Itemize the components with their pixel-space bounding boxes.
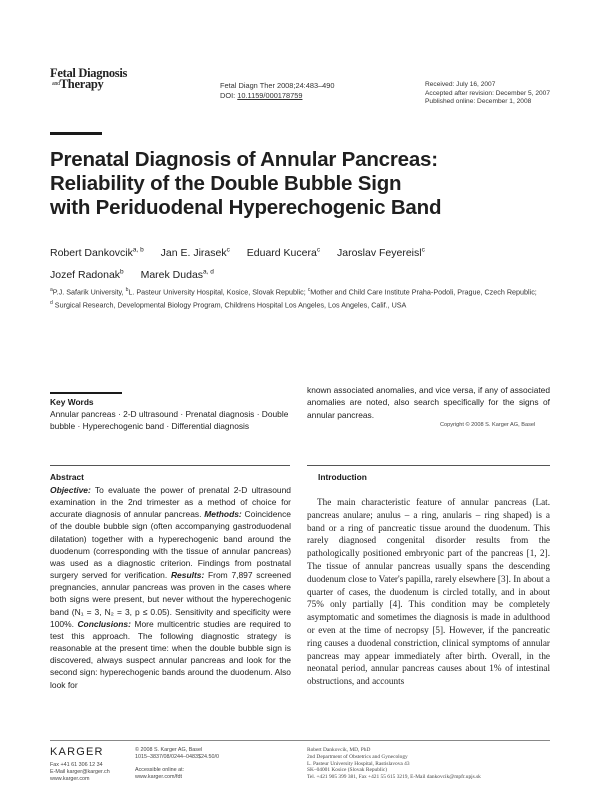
author: Eduard Kucera$^c$ (246, 246, 321, 259)
abstract-rule (50, 465, 290, 466)
introduction-heading: Introduction (318, 472, 367, 482)
author: Robert Dankovcik$^{a, b}$ (50, 246, 144, 259)
citation: Fetal Diagn Ther 2008;24:483–490 (220, 81, 335, 90)
received-date: Received: July 16, 2007 (425, 81, 496, 88)
keywords-rule (50, 392, 122, 394)
author: Jozef Radonak$^b$ (50, 268, 124, 281)
copyright-info: © 2008 S. Karger AG, Basel 1015–3837/08/0244–0483$24.50/0 Accessible online at: www.karger.com/fdt (135, 747, 219, 781)
published-date: Published online: December 1, 2008 (425, 98, 532, 106)
correspondence-address: Robert Dankovcik, MD, PhD 2nd Department of Obstetrics and Gynecology L. Pasteur University Hospital, Rastislavova 43 SK–04001 Kosice (Slovak Republic) Tel. +421 905 399 381, Fax +421 55 615 3219, E-Mail dankovcik@mpfr.upjs.sk (307, 747, 481, 781)
accepted-date: Accepted after revision: December 5, 2007 (425, 89, 550, 97)
keywords-text: Annular pancreas · 2-D ultrasound · Prenatal diagnosis · Double bubble · Hyperechogenic band · Differential diagnosis (50, 409, 289, 432)
logo-line1: Fetal Diagnosis (50, 66, 128, 80)
doi-label: DOI: (220, 91, 238, 100)
affiliations: $^a$P.J. Safarik University, $^b$L. Pasteur University Hospital, Kosice, Slovak Republic; $^c$Mother and Child Care Institute Praha-Podoli, Prague, Czech Republic; $^d$ Surgical Research, Developmental Biology Program, Childrens Hospital Los Angeles, Los Angeles, Calif., USA (50, 287, 537, 309)
author: Jaroslav Feyereisl$^c$ (336, 246, 425, 259)
intro-rule (307, 465, 550, 466)
article-dates (425, 81, 550, 107)
abstract-body: Objective: To evaluate the power of prenatal 2-D ultrasound examination in the 2nd trimester as a method of choice for accurate diagnosis of annular pancreas. Methods: Coincidence of the double bubble sign (often accompanying gastroduodenal dilatation) together with a hyperechogenic band around the duodenum (corresponding with the tissue of annular pancreas) was used as a diagnostic criterion. Findings from postnatal surgery served for verification. Results: From 7,897 screened pregnancies, annular pancreas was proven in the cases where both signs were present, but never without the hyperechogenic band (N₁ = 3, N₂ = 3, p ≤ 0.05). Sensitivity and specificity were 100%. Conclusions: More multicentric studies are required to test this approach. The following diagnostic strategy is reasonable at the present time: when the double bubble sign is discovered, always suspect annular pancreas and look for the second sign: hyperechogenic bands around the duodenum. Also look for (50, 485, 292, 690)
keywords-heading: Key Words (50, 397, 94, 407)
article-title: Prenatal Diagnosis of Annular Pancreas: Reliability of the Double Bubble Sign with Periduodenal Hyperechogenic Band (50, 148, 442, 219)
abstract-heading: Abstract (50, 472, 84, 482)
title-rule (50, 132, 102, 135)
journal-logo (50, 68, 127, 90)
introduction-body: The main characteristic feature of annular pancreas (Lat. pancreas anulare; anulus – a ring, anularis – ring shaped) is a band or a ring of pancreatic tissue around the duodenum. This rarely diagnosed congenital disorder results from the pathologically positioned embryonic part of the pancreas [1, 2]. The tissue of annular pancreas usually spans the descending duodenum close to Vater's papilla, rarely elsewhere [3]. In about a quarter of cases, the duodenum is circled totally, and in about 75% only partially [4]. This condition may be completely asymptomatic and sometimes the diagnosis is made in adulthood or even at the time of necropsy [5]. However, if the pancreatic ring causes a duodenal constriction, clinical symptoms of annular pancreas may appear immediately after birth. Overall, in the neonatal period, annular pancreas causes about 1% of intestinal obstructions, and accounts (307, 497, 550, 687)
doi-link[interactable]: 10.1159/000178759 (237, 91, 303, 100)
abstract-continuation: known associated anomalies, and vice versa, if any of associated anomalies are noted, also search specifically for the signs of annular pancreas. (307, 385, 550, 420)
logo-line2: Therapy (59, 77, 104, 91)
author: Jan E. Jirasek$^c$ (160, 246, 230, 259)
footer-rule (50, 740, 550, 741)
publisher-logo: KARGER (50, 746, 104, 758)
journal-citation (220, 81, 335, 101)
copyright-notice: Copyright © 2008 S. Karger AG, Basel (440, 422, 536, 428)
author: Marek Dudas$^{a, d}$ (140, 268, 214, 281)
author-list (50, 240, 550, 285)
logo-and: and (52, 81, 60, 87)
publisher-contact: Fax +41 61 306 12 34 E-Mail karger@karger.ch www.karger.com (50, 762, 110, 782)
